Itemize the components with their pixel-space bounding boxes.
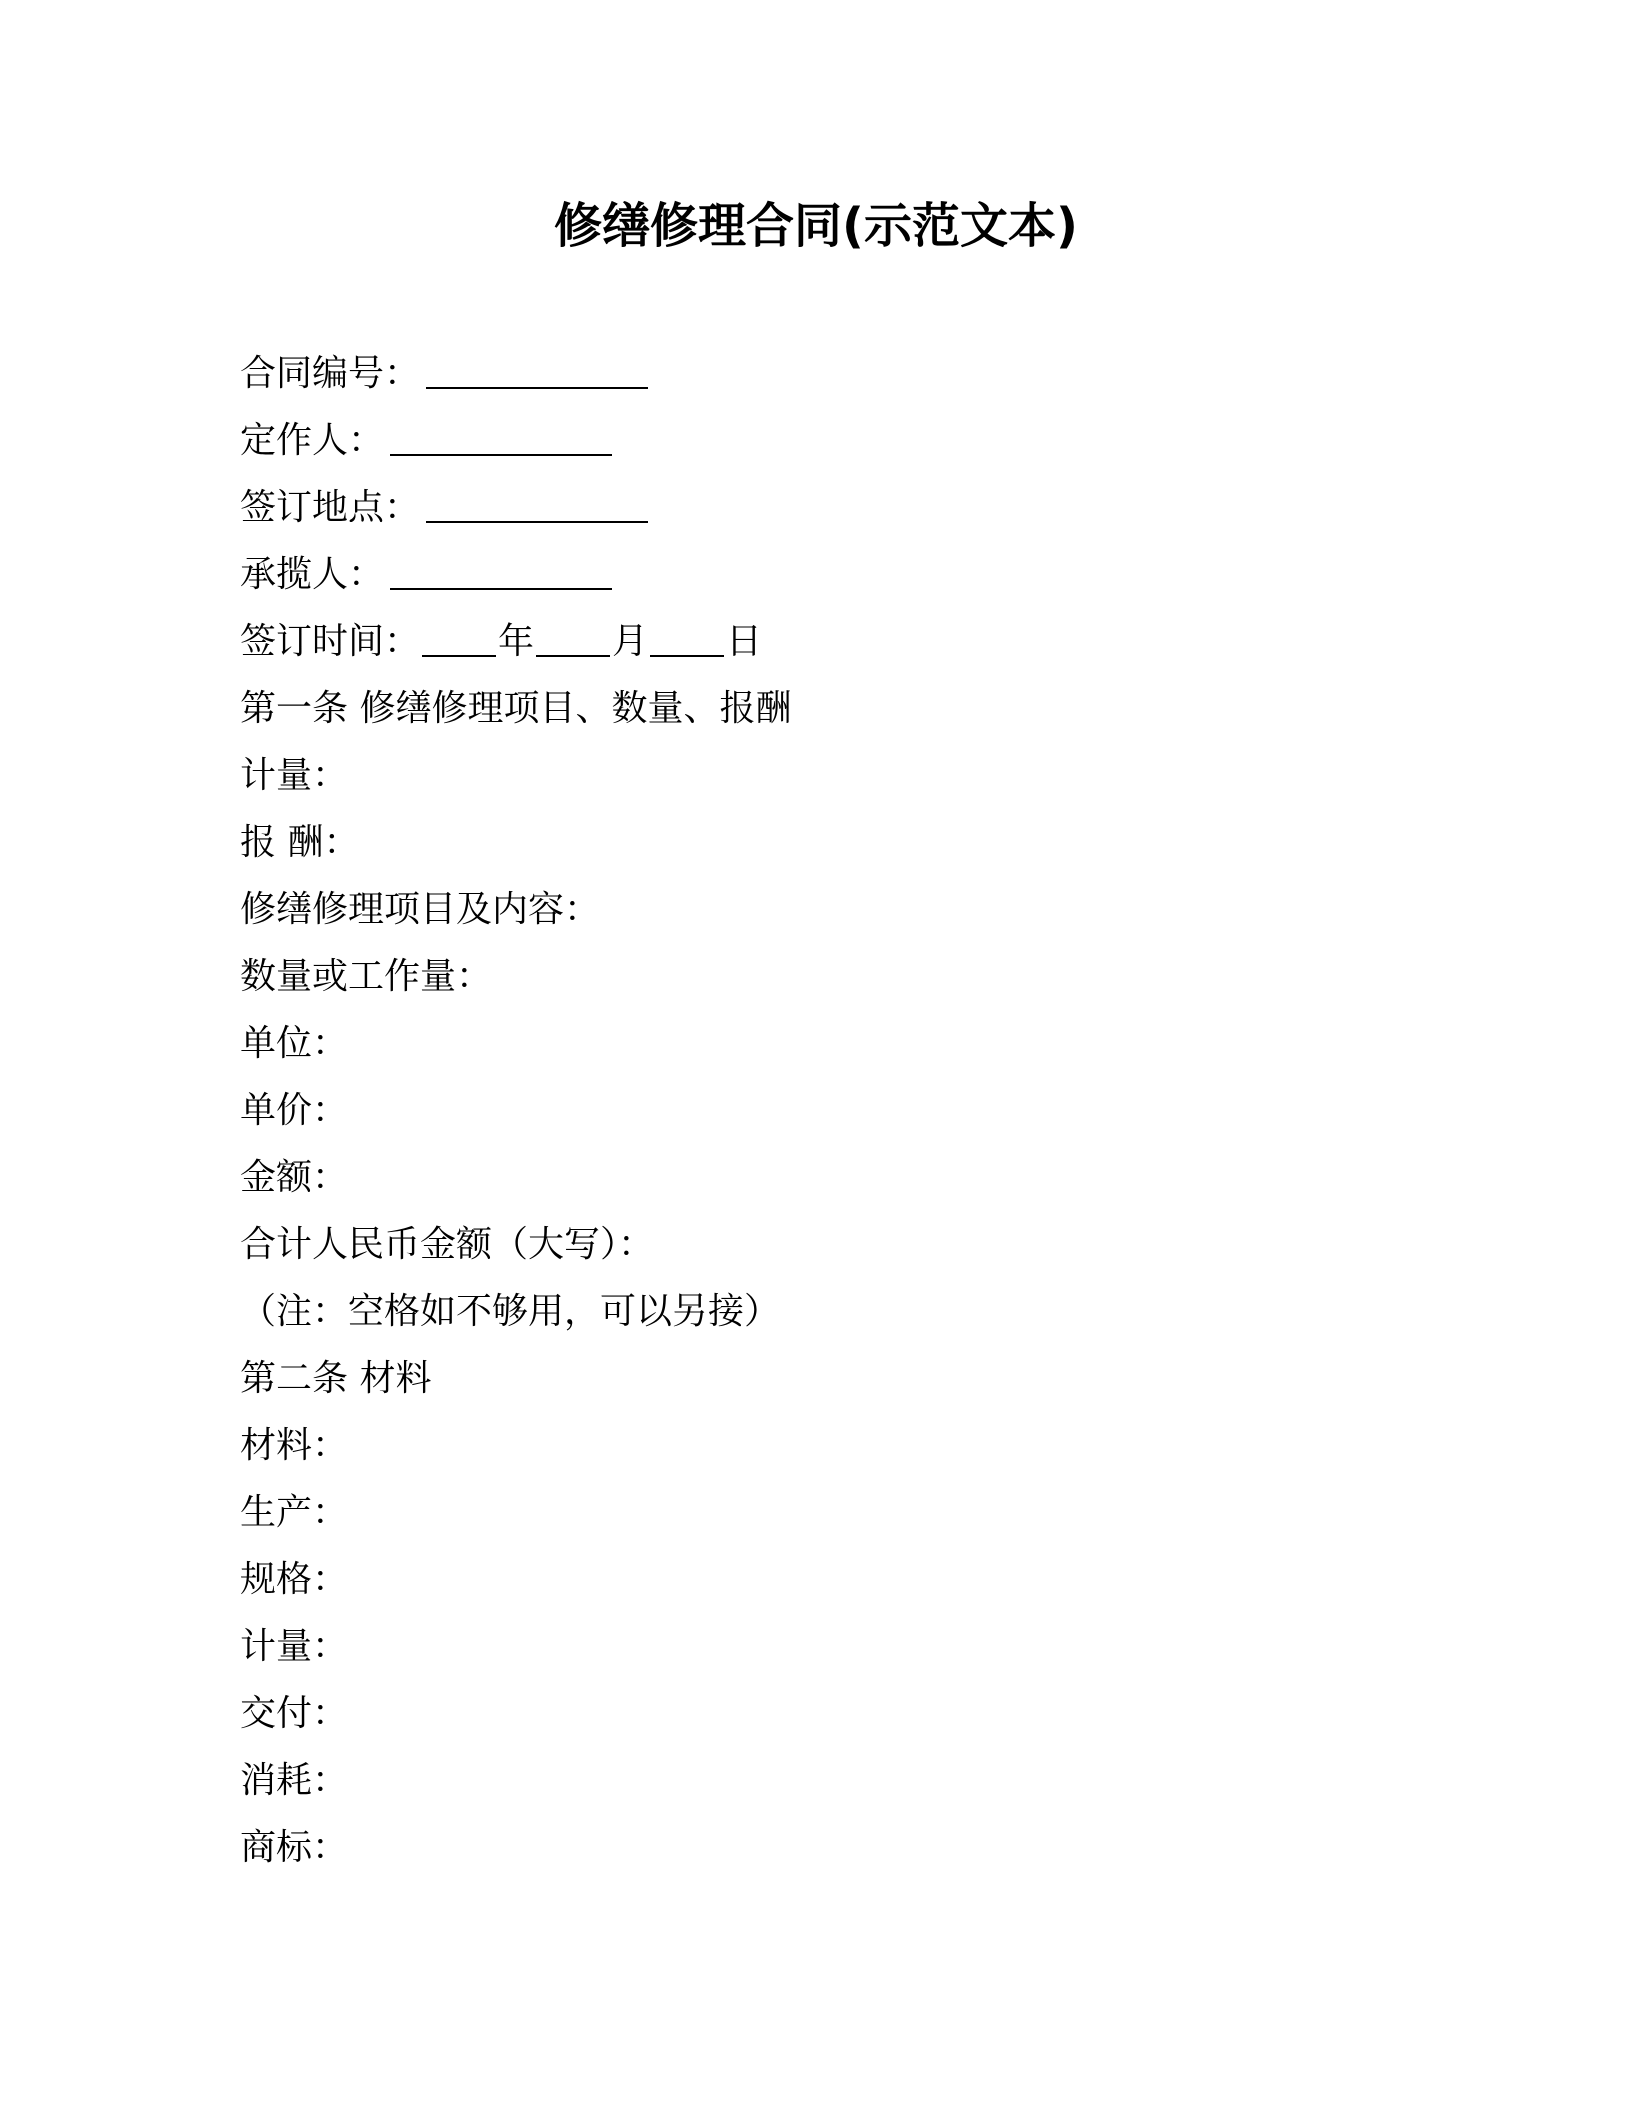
orderer-line <box>240 407 1440 474</box>
signing-time-line <box>240 608 1440 675</box>
signing-place-line <box>240 474 1440 541</box>
year-blank[interactable] <box>422 619 496 657</box>
article1-remuneration: 报 酬： <box>240 822 360 863</box>
orderer-blank[interactable] <box>390 418 612 456</box>
year-label: 年 <box>498 621 535 662</box>
contractor-line <box>240 541 1440 608</box>
article1-unit-price: 单价： <box>240 1090 349 1131</box>
article2-delivery: 交付： <box>240 1693 349 1734</box>
article2-specification: 规格： <box>240 1559 349 1600</box>
contract-number-label: 合同编号： <box>240 353 421 394</box>
article1-note: （注：空格如不够用，可以另接） <box>240 1291 781 1332</box>
contract-number-blank[interactable] <box>426 351 648 389</box>
article1-quantity: 数量或工作量： <box>240 956 493 997</box>
month-blank[interactable] <box>536 619 610 657</box>
orderer-label: 定作人： <box>240 420 385 461</box>
article2-trademark: 商标： <box>240 1827 349 1868</box>
article2-measure: 计量： <box>240 1626 349 1667</box>
article1-unit: 单位： <box>240 1023 349 1064</box>
signing-place-blank[interactable] <box>426 485 648 523</box>
signing-time-label: 签订时间： <box>240 621 421 662</box>
document-body <box>240 340 1440 1881</box>
article1-project-content: 修缮修理项目及内容： <box>240 889 601 930</box>
signing-place-label: 签订地点： <box>240 487 421 528</box>
article2-consumption: 消耗： <box>240 1760 349 1801</box>
day-blank[interactable] <box>650 619 724 657</box>
day-label: 日 <box>726 621 763 662</box>
contract-number-line <box>240 340 1440 407</box>
document-title: 修缮修理合同(示范文本) <box>554 198 1078 254</box>
contractor-blank[interactable] <box>390 552 612 590</box>
article1-heading: 第一条 修缮修理项目、数量、报酬 <box>240 688 792 729</box>
article1-amount: 金额： <box>240 1157 349 1198</box>
contractor-label: 承揽人： <box>240 554 385 595</box>
article2-heading: 第二条 材料 <box>240 1358 432 1399</box>
article2-production: 生产： <box>240 1492 349 1533</box>
article1-total-rmb: 合计人民币金额（大写）： <box>240 1224 655 1265</box>
month-label: 月 <box>612 621 649 662</box>
article2-material: 材料： <box>240 1425 349 1466</box>
article1-measure: 计量： <box>240 755 349 796</box>
